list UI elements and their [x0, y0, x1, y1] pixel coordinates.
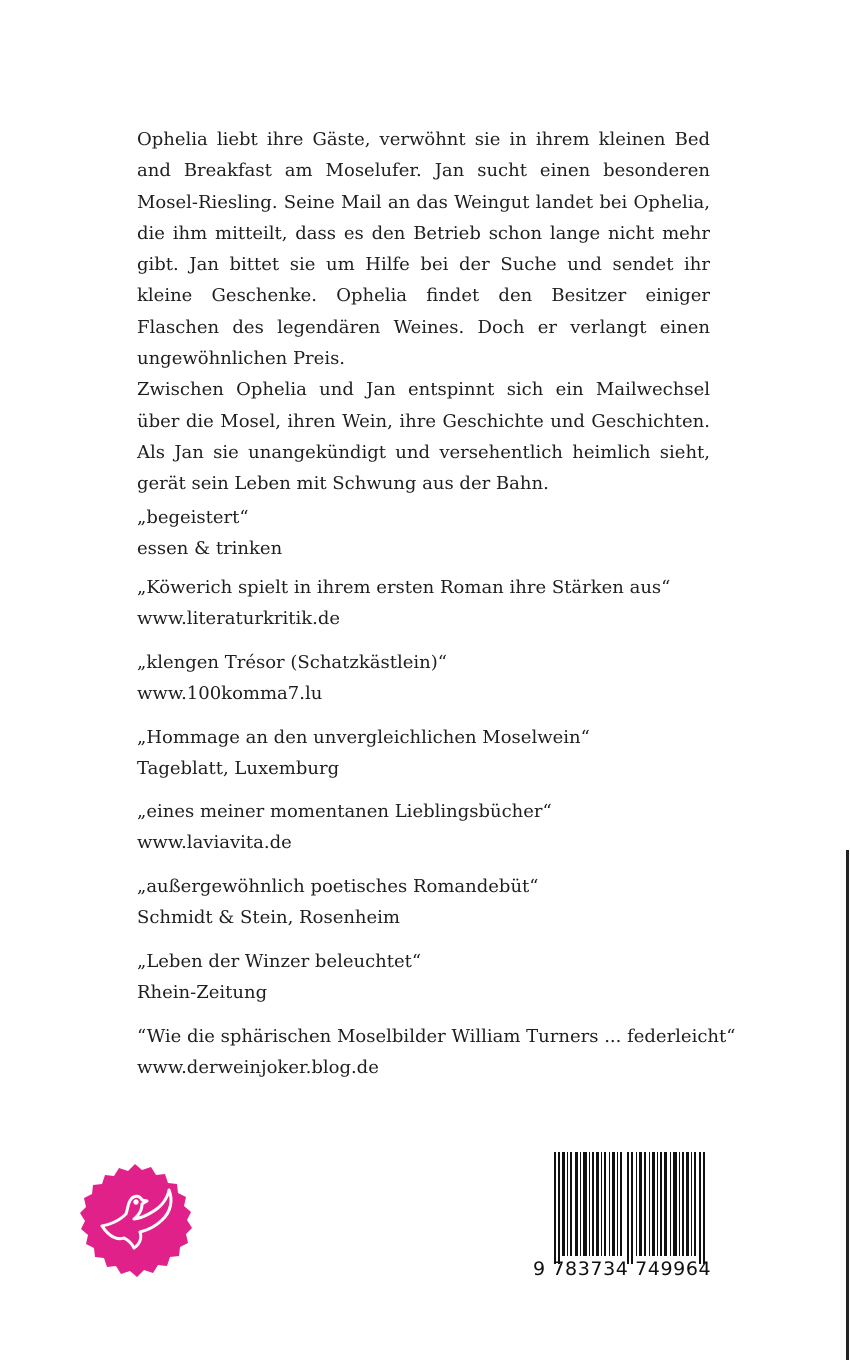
quote-text: „außergewöhnlich poetisches Romandebüt“: [137, 876, 539, 897]
blurb-paragraph-1: Ophelia liebt ihre Gäste, verwöhnt sie in ihrem kleinen Bed and Breakfast am Moselufer. Jan sucht einen besonderen Mosel-Riesling. Seine Mail an das Weingut landet bei Ophelia, die ihm mitteilt, dass es den Betrieb schon lange nicht mehr gibt. Jan bittet sie um Hilfe bei der Suche und sendet ihr kleine Geschenke. Ophelia findet den Besitzer einiger Flaschen des legendären Weines. Doch er verlangt einen ungewöhnlichen Preis.: [137, 129, 710, 370]
quote-source: www.literaturkritik.de: [137, 608, 341, 629]
page-edge: [846, 850, 849, 1360]
publisher-seal: [76, 1162, 194, 1280]
quote-text: „begeistert“: [137, 507, 249, 528]
review-quote: [137, 572, 737, 634]
barcode-bars: [533, 1152, 716, 1264]
review-quote: [137, 722, 737, 784]
review-quote: [137, 647, 737, 709]
quote-source: Tageblatt, Luxemburg: [137, 758, 340, 779]
review-quote: [137, 946, 737, 1008]
quote-text: „Köwerich spielt in ihrem ersten Roman ihre Stärken aus“: [137, 577, 671, 598]
review-quote: [137, 502, 737, 564]
review-quote: [137, 1021, 737, 1083]
review-quote: [137, 796, 737, 858]
quote-text: „eines meiner momentanen Lieblingsbücher“: [137, 801, 552, 822]
quote-text: “Wie die sphärischen Moselbilder William Turners ... federleicht“: [137, 1026, 736, 1047]
blurb-text: [137, 124, 710, 500]
quote-text: „klengen Trésor (Schatzkästlein)“: [137, 652, 447, 673]
isbn-barcode: [533, 1152, 716, 1282]
quote-text: „Leben der Winzer beleuchtet“: [137, 951, 422, 972]
isbn-number: 9 783734 749964: [533, 1258, 712, 1280]
quote-source: www.laviavita.de: [137, 832, 292, 853]
quote-source: essen & trinken: [137, 538, 283, 559]
seal-badge: [80, 1164, 192, 1277]
quote-text: „Hommage an den unvergleichlichen Moselwein“: [137, 727, 590, 748]
quote-source: www.derweinjoker.blog.de: [137, 1057, 379, 1078]
quote-source: Schmidt & Stein, Rosenheim: [137, 907, 401, 928]
blurb-paragraph-2: Zwischen Ophelia und Jan entspinnt sich ein Mailwechsel über die Mosel, ihren Wein, ihre Geschichte und Geschichten. Als Jan sie unangekündigt und versehentlich heimlich sieht, gerät sein Leben mit Schwung aus der Bahn.: [137, 379, 710, 495]
quote-source: www.100komma7.lu: [137, 683, 323, 704]
review-quote: [137, 871, 737, 933]
quote-source: Rhein-Zeitung: [137, 982, 268, 1003]
